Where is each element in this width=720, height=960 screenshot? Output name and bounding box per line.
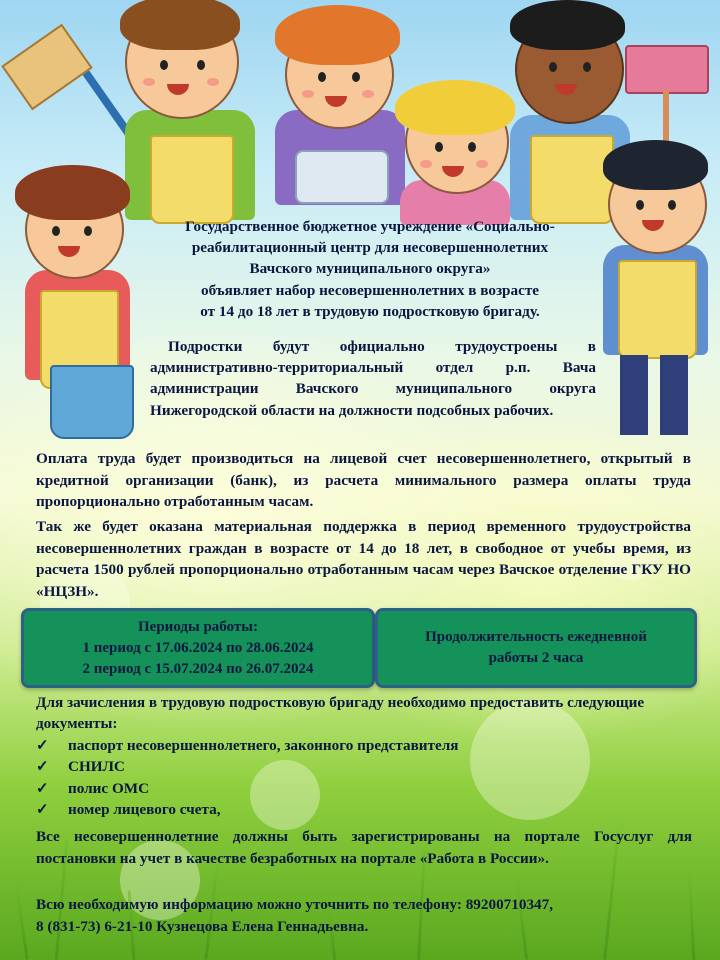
document-item	[36, 778, 696, 799]
work-periods-box	[21, 608, 375, 688]
work-duration-line: Продолжительность ежедневной	[425, 629, 647, 645]
document-label: СНИЛС	[68, 758, 125, 776]
contact-info	[36, 894, 696, 937]
document-item	[36, 756, 696, 777]
bucket-icon	[50, 365, 134, 439]
document-label: паспорт несовершеннолетнего, законного представителя	[68, 736, 459, 754]
announcement-header	[140, 216, 600, 322]
intro-line: Вачского муниципального округа»	[249, 260, 491, 278]
kid-girl-bucket	[10, 160, 140, 440]
checkmark-icon: ✓	[36, 779, 49, 797]
work-duration-box	[375, 608, 697, 688]
document-item	[36, 799, 696, 820]
checkmark-icon: ✓	[36, 801, 49, 819]
intro-line: реабилитационный центр для несовершеннолетних	[191, 239, 549, 257]
intro-line: от 14 до 18 лет в трудовую подростковую бригаду.	[200, 302, 540, 320]
checkmark-icon: ✓	[36, 758, 49, 776]
checkmark-icon: ✓	[36, 736, 49, 754]
employment-paragraph: Подростки будут официально трудоустроены в административно-территориальный отдел р.п. Вача администрации Вачского муниципального округа Нижегородской области на должности подсобных рабочих.	[150, 338, 596, 419]
documents-section	[36, 692, 696, 820]
work-period-1: 1 период с 17.06.2024 по 28.06.2024	[82, 639, 314, 656]
kid-girl-blonde	[390, 80, 520, 220]
registration-paragraph: Все несовершеннолетние должны быть зарегистрированы на портале Госуслуг для постановки на учет в качестве безработных на портале «Работа в России».	[36, 828, 692, 867]
payment-paragraph: Оплата труда будет производиться на лицевой счет несовершеннолетнего, открытый в кредитной организации (банк), из расчета минимального размера оплаты труда пропорционально отработанным часам.	[36, 450, 691, 511]
document-label: полис ОМС	[68, 779, 150, 797]
work-period-2: 2 период с 15.07.2024 по 26.07.2024	[82, 660, 314, 677]
intro-line: объявляет набор несовершеннолетних в возрасте	[200, 281, 540, 299]
support-paragraph: Так же будет оказана материальная поддержка в период временного трудоустройства несовершеннолетних граждан в возрасте от 14 до 18 лет, в свободное от учебы время, из расчета 1500 рублей пропорционально отработанным часам через Вачское отделение ГКУ НО «НЦЗН».	[36, 518, 691, 600]
kid-boy-right	[598, 140, 713, 440]
intro-line: Государственное бюджетное учреждение «Социально-	[185, 218, 555, 235]
kid-girl-redhair	[270, 0, 410, 200]
document-label: номер лицевого счета,	[68, 801, 221, 819]
documents-heading: Для зачисления в трудовую подростковую бригаду необходимо предоставить следующие документы:	[36, 694, 645, 733]
document-item	[36, 735, 696, 756]
work-periods-title: Периоды работы:	[138, 618, 258, 635]
contact-person-line: 8 (831-73) 6-21-10 Кузнецова Елена Геннадьевна.	[36, 917, 369, 935]
contact-phone-line: Всю необходимую информацию можно уточнить по телефону: 89200710347,	[36, 896, 554, 913]
work-duration-line: работы 2 часа	[488, 650, 584, 666]
broom-icon	[10, 20, 130, 180]
